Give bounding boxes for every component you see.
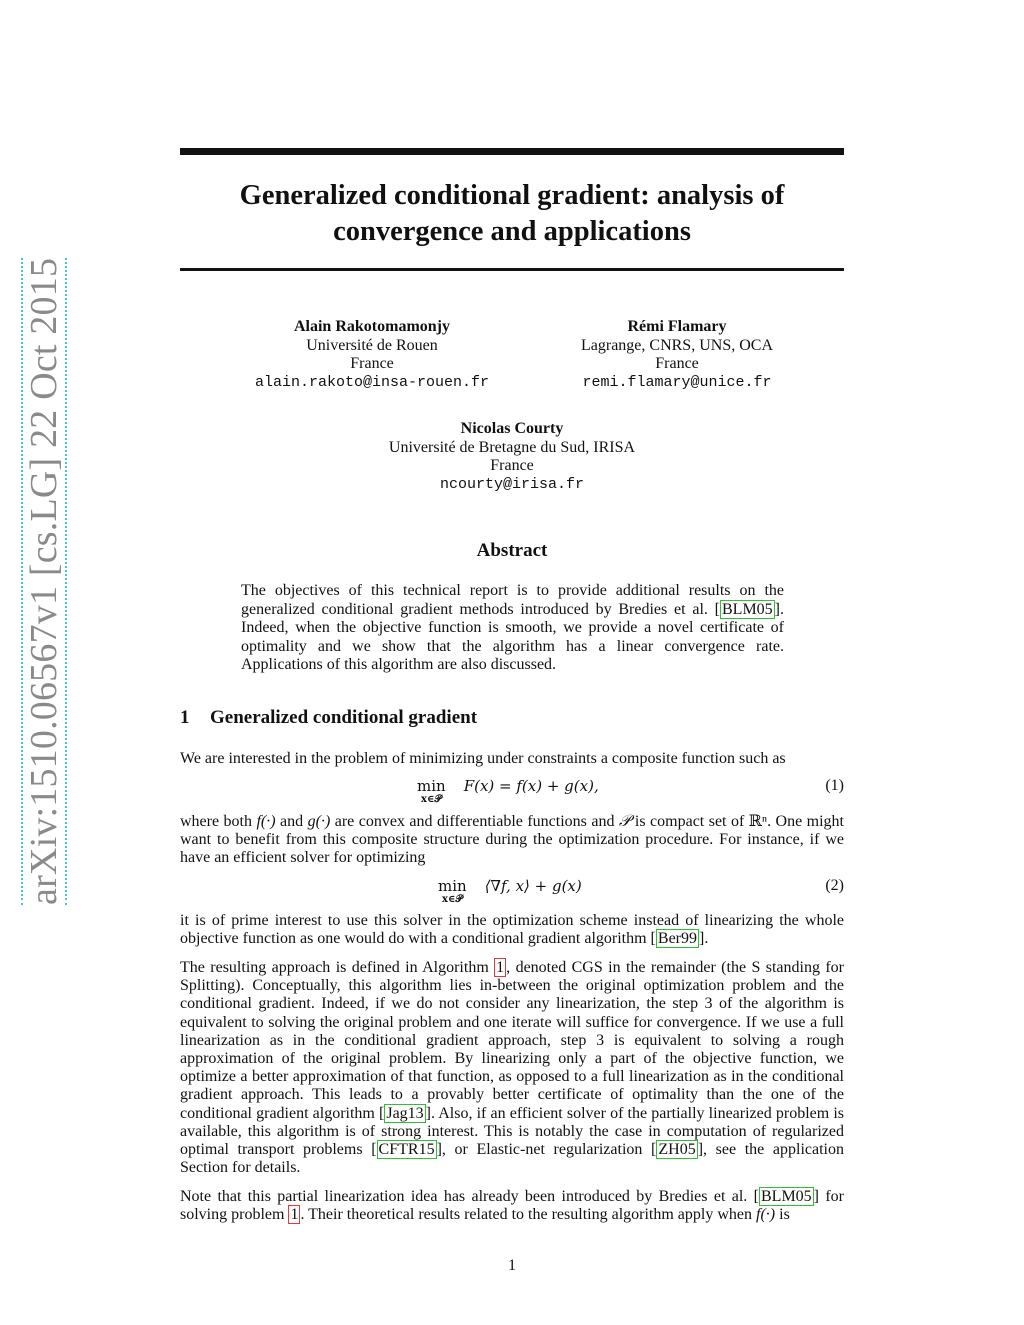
paragraph-4: The resulting approach is defined in Algorithm 1 , denoted CGS in the remainder (the S standing for Splitting). Conceptually, this algorithm lies in-between the original optimization problem and the conditional gradient. Indeed, if we do not consider any linearization, the step 3 of the algorithm is equivalent to solving the original problem and one iterate will suffice for convergence. If we use a full linearization as in the conditional gradient approach, step 3 is equivalent to solving a rough approximation of the original problem. By linearizing only a part of the objective function, we optimize a better approximation of that function, as opposed to a full linearization as in the conditional gradient approach. This leads to a provably better certificate of optimality than the one of the conditional gradient algorithm [ Jag13 ]. Also, if an efficient solver of the partially linearized problem is available, this algorithm is of strong interest. This is notably the case in computation of regularized optimal transport problems [ CFTR15 ], or Elastic-net regularization [ ZH05 ], see the application Section for details.: [180, 959, 845, 1177]
author-name: Rémi Flamary: [627, 318, 727, 335]
author-country: France: [350, 355, 394, 372]
author-block-1: [232, 318, 512, 392]
title-rule-bottom: [180, 268, 844, 271]
abstract-heading: Abstract: [476, 540, 548, 561]
paper-title: [180, 178, 844, 250]
paragraph-2: where both f(·) and g(·) are convex and differentiable functions and 𝒫 is compact set of ℝⁿ. One might want to benefit from this composite structure during the optimization procedure. For instance, if we have an efficient solver for optimizing: [180, 813, 845, 867]
author-email[interactable]: ncourty@irisa.fr: [439, 475, 585, 493]
page-number: 1: [508, 1257, 516, 1274]
arxiv-identifier: arXiv:1510.06567v1 [cs.LG] 22 Oct 2015: [23, 257, 65, 905]
citation-link[interactable]: CFTR15: [378, 1141, 435, 1159]
min-operator: min x∈𝒫: [417, 777, 446, 805]
equation-number: (2): [825, 877, 844, 894]
title-rule-top: [180, 148, 844, 155]
paragraph-3: it is of prime interest to use this solver in the optimization scheme instead of linearizing the whole objective function as one would do with a conditional gradient algorithm [ Ber99 ].: [180, 912, 844, 948]
paragraph-5: Note that this partial linearization idea has already been introduced by Bredies et al. [ BLM05 ] for solving problem 1 . Their theoretical results related to the resulting algorithm apply when f(·) is: [180, 1188, 845, 1224]
equation-ref-link[interactable]: 1: [290, 1206, 299, 1224]
author-country: France: [490, 457, 534, 474]
title-line-1: Generalized conditional gradient: analysis of: [239, 180, 785, 211]
author-affiliation: Université de Bretagne du Sud, IRISA: [388, 438, 636, 456]
equation-number: (1): [825, 777, 844, 794]
author-email[interactable]: remi.flamary@unice.fr: [582, 373, 772, 391]
author-name: Nicolas Courty: [460, 420, 564, 437]
author-name: Alain Rakotomamonjy: [293, 318, 450, 335]
author-block-3: [352, 420, 672, 494]
author-block-2: [548, 318, 806, 392]
citation-link[interactable]: BLM05: [722, 600, 773, 618]
author-email[interactable]: alain.rakoto@insa-rouen.fr: [254, 373, 490, 391]
intro-paragraph: We are interested in the problem of minimizing under constraints a composite function such as: [180, 750, 786, 767]
algorithm-ref-link[interactable]: 1: [496, 959, 505, 976]
equation-1: min x∈𝒫 F(x) = f(x) + g(x), (1): [417, 777, 844, 805]
equation-2: min x∈𝒫 ⟨∇f, x⟩ + g(x) (2): [438, 877, 844, 905]
citation-link[interactable]: BLM05: [761, 1188, 812, 1205]
citation-link[interactable]: Ber99: [657, 930, 697, 948]
abstract-text: The objectives of this technical report is to provide additional results on the generalized conditional gradient methods introduced by Bredies et al. [ BLM05 ]. Indeed, when the objective function is smooth, we provide a novel certificate of optimality and we show that the algorithm has a linear convergence rate. Applications of this algorithm are also discussed.: [241, 582, 784, 673]
citation-link[interactable]: Jag13: [386, 1104, 424, 1122]
min-operator: min x∈𝒫: [438, 877, 467, 905]
section-heading: 1 Generalized conditional gradient: [180, 707, 478, 728]
author-country: France: [655, 355, 699, 372]
title-line-2: convergence and applications: [333, 216, 691, 247]
author-affiliation: Lagrange, CNRS, UNS, OCA: [581, 336, 773, 354]
citation-link[interactable]: ZH05: [658, 1141, 696, 1159]
author-affiliation: Université de Rouen: [306, 336, 438, 354]
